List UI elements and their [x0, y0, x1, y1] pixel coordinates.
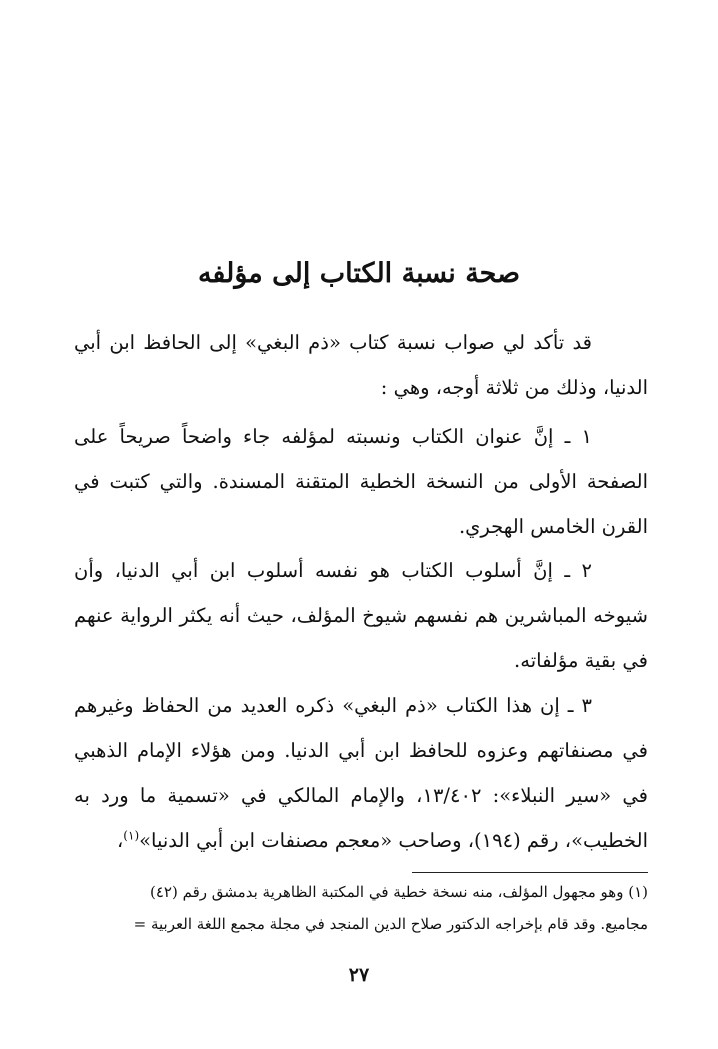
paragraph-line: ٣ ـ إن هذا الكتاب «ذم البغي» ذكره العديد من الحفاظ وغيرهم	[74, 694, 592, 717]
paragraph-text	[74, 320, 648, 410]
footnote-marker[interactable]: (١)	[123, 828, 140, 843]
page-number: ٢٧	[348, 964, 370, 986]
paragraph-line: القرن الخامس الهجري.	[458, 515, 648, 538]
paragraph-line: في «سير النبلاء»: ١٣/٤٠٢، والإمام المالكي في «تسمية ما ورد به	[74, 784, 648, 807]
point-2-paragraph	[74, 548, 648, 683]
footnotes-section	[70, 876, 648, 940]
trailing-comma: ،	[117, 829, 124, 852]
paragraph-line: قد تأكد لي صواب نسبة كتاب «ذم البغي» إلى الحافظ ابن	[109, 331, 593, 354]
paragraph-text	[74, 414, 648, 549]
paragraph-line: ٢ ـ إنَّ أسلوب الكتاب هو نفسه أسلوب ابن أبي الدنيا، وأن	[74, 559, 592, 582]
paragraph-line: الصفحة الأولى من النسخة الخطية المتقنة المسندة. والتي كتبت في	[74, 470, 648, 493]
paragraph-text	[74, 548, 648, 683]
paragraph-line: شيوخه المباشرين هم نفسهم شيوخ المؤلف، حيث أنه يكثر الرواية عنهم	[74, 604, 648, 627]
paragraph-line: أبي الدنيا، وذلك من ثلاثة أوجه، وهي :	[74, 331, 648, 399]
footnote-line: مجاميع. وقد قام بإخراجه الدكتور صلاح الدين المنجد في مجلة مجمع اللغة العربية =	[133, 915, 648, 933]
page-title: صحة نسبة الكتاب إلى مؤلفه	[197, 258, 521, 289]
paragraph-line: في مصنفاتهم وعزوه للحافظ ابن أبي الدنيا. ومن هؤلاء الإمام الذهبي	[74, 739, 648, 762]
point-1-paragraph	[74, 414, 648, 549]
intro-paragraph	[74, 320, 648, 410]
paragraph-line: الخطيب»، رقم (١٩٤)، وصاحب «معجم مصنفات ابن أبي الدنيا»	[139, 829, 648, 852]
point-3-paragraph	[74, 683, 648, 863]
footnote-line: (١) وهو مجهول المؤلف، منه نسخة خطية في المكتبة الظاهرية بدمشق رقم (٤٢)	[150, 883, 648, 901]
paragraph-line: ١ ـ إنَّ عنوان الكتاب ونسبته لمؤلفه جاء واضحاً صريحاً على	[74, 425, 592, 448]
paragraph-text	[74, 683, 648, 863]
paragraph-line: في بقية مؤلفاته.	[514, 649, 648, 672]
footnote-divider	[412, 872, 648, 873]
